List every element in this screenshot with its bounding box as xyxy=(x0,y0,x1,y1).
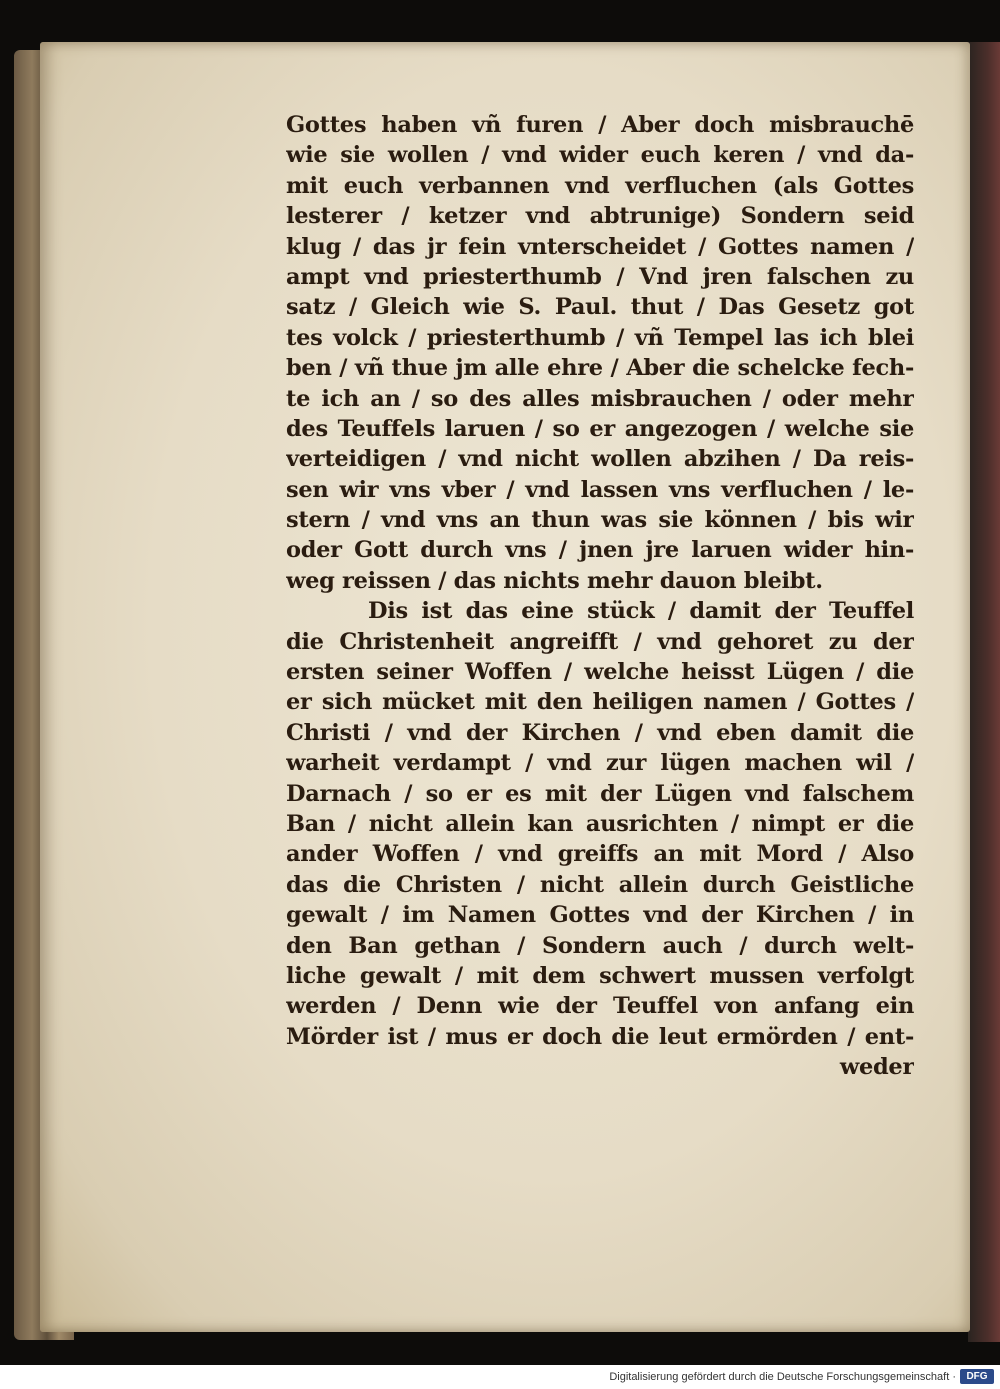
text-line: Christi / vnd der Kirchen / vnd eben damit die xyxy=(286,719,914,746)
text-line: Ban / nicht allein kan ausrichten / nimpt er die xyxy=(286,810,914,837)
text-line: verteidigen / vnd nicht wollen abzihen / Da reis- xyxy=(286,446,914,473)
text-line: warheit verdampt / vnd zur lügen machen wil / xyxy=(286,750,914,777)
text-line: lesterer / ketzer vnd abtrunige) Sondern seid xyxy=(286,203,914,230)
text-line: stern / vnd vns an thun was sie können / bis wir xyxy=(286,507,914,534)
text-line: des Teuffels laruen / so er angezogen / welche sie xyxy=(286,415,914,442)
page-text xyxy=(286,110,914,1083)
text-line: satz / Gleich wie S. Paul. thut / Das Gesetz got xyxy=(286,294,914,321)
text-line: gewalt / im Namen Gottes vnd der Kirchen / in xyxy=(286,902,914,929)
dfg-logo-icon: DFG xyxy=(960,1369,994,1384)
text-line: te ich an / so des alles misbrauchen / oder mehr xyxy=(286,385,914,412)
text-line: liche gewalt / mit dem schwert mussen verfolgt xyxy=(286,962,914,989)
text-line: er sich mücket mit den heiligen namen / Gottes / xyxy=(286,689,914,716)
paragraph-end-line: weg reissen / das nichts mehr dauon bleibt. xyxy=(286,567,823,594)
text-line: wie sie wollen / vnd wider euch keren / vnd da- xyxy=(286,142,914,169)
text-line: sen wir vns vber / vnd lassen vns verfluchen / le- xyxy=(286,476,914,503)
text-line: tes volck / priesterthumb / vñ Tempel las ich blei xyxy=(286,324,914,351)
text-line: das die Christen / nicht allein durch Geistliche xyxy=(286,871,914,898)
footer-bar xyxy=(0,1365,1000,1389)
text-line: Mörder ist / mus er doch die leut ermörden / ent- xyxy=(286,1023,914,1050)
text-line: ben / vñ thue jm alle ehre / Aber die schelcke fech- xyxy=(286,355,914,382)
text-line: oder Gott durch vns / jnen jre laruen wider hin- xyxy=(286,537,914,564)
text-line: den Ban gethan / Sondern auch / durch welt- xyxy=(286,932,914,959)
book-cover-edge xyxy=(968,42,1000,1342)
funding-credit: Digitalisierung gefördert durch die Deutsche Forschungsgemeinschaft · xyxy=(609,1371,956,1383)
catchword: weder xyxy=(839,1054,914,1081)
text-line: werden / Denn wie der Teuffel von anfang ein xyxy=(286,993,914,1020)
text-line: klug / das jr fein vnterscheidet / Gottes namen / xyxy=(286,233,914,260)
text-line: die Christenheit angreifft / vnd gehoret zu der xyxy=(286,628,914,655)
text-line: Gottes haben vñ furen / Aber doch misbrauchē xyxy=(286,112,914,138)
text-line: ampt vnd priesterthumb / Vnd jren falschen zu xyxy=(286,263,914,290)
paragraph-start-line: Dis ist das eine stück / damit der Teuffel xyxy=(368,598,914,625)
text-line: mit euch verbannen vnd verfluchen (als Gottes xyxy=(286,172,914,199)
text-line: Darnach / so er es mit der Lügen vnd falschem xyxy=(286,780,914,807)
text-line: ander Woffen / vnd greiffs an mit Mord / Also xyxy=(286,841,914,868)
text-line: ersten seiner Woffen / welche heisst Lügen / die xyxy=(286,659,914,686)
